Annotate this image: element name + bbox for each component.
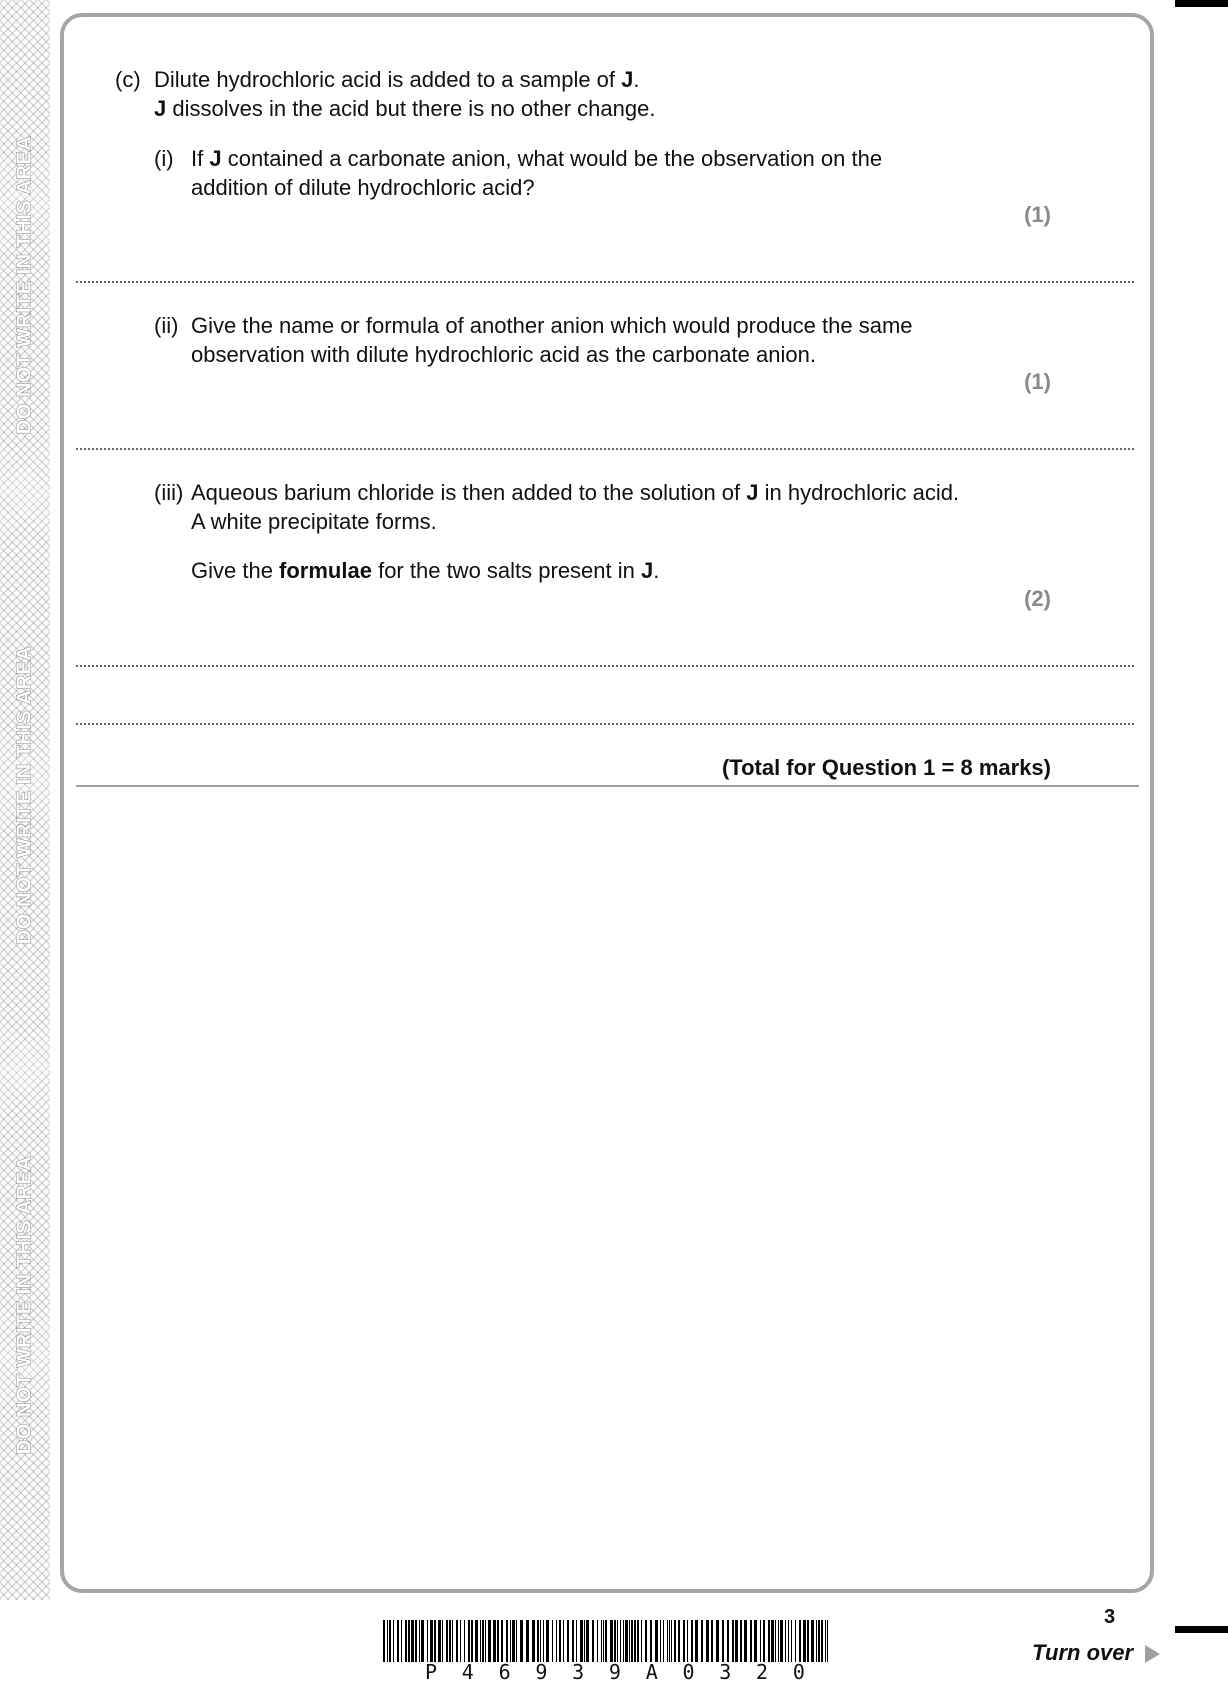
barcode-bar (546, 1620, 549, 1662)
corner-mark-bottom (1175, 1626, 1228, 1633)
barcode-bar (768, 1620, 770, 1662)
barcode-bar (586, 1620, 589, 1662)
barcode-bar (735, 1620, 738, 1662)
barcode-bar (788, 1620, 789, 1662)
barcode-bar (641, 1620, 642, 1662)
barcode-bar (683, 1620, 685, 1662)
part-iii-line2: A white precipitate forms. (191, 509, 437, 534)
barcode-bar (727, 1620, 729, 1662)
barcode-bar (811, 1620, 814, 1662)
part-i-line2: addition of dilute hydrochloric acid? (191, 175, 535, 200)
barcode-bar (408, 1620, 410, 1662)
barcode-bar (512, 1620, 515, 1662)
barcode-bar (427, 1620, 428, 1662)
barcode-bar (493, 1620, 496, 1662)
barcode-bar (442, 1620, 443, 1662)
barcode-bar (397, 1620, 399, 1662)
barcode-bar (567, 1620, 569, 1662)
barcode-bar (678, 1620, 680, 1662)
part-ii-line1: Give the name or formula of another anion which would produce the same (191, 313, 913, 338)
answer-line-iii-2[interactable] (76, 723, 1134, 725)
turn-over-arrow-icon (1145, 1645, 1160, 1663)
answer-line-i[interactable] (76, 281, 1134, 283)
barcode-bar (671, 1620, 672, 1662)
question-c-line2: J dissolves in the acid but there is no other change. (154, 96, 656, 121)
barcode-bar (655, 1620, 658, 1662)
barcode-bar (520, 1620, 523, 1662)
barcode-bar (650, 1620, 652, 1662)
barcode-bar (387, 1620, 388, 1662)
barcode-bar (603, 1620, 604, 1662)
margin-warning-text: DO NOT WRITE IN THIS AREA (13, 1155, 36, 1455)
barcode-bar (563, 1620, 564, 1662)
barcode-digit: 9 (535, 1660, 548, 1684)
barcode-bar (576, 1620, 577, 1662)
barcode-bar (540, 1620, 541, 1662)
barcode-bar (722, 1620, 724, 1662)
barcode-bar (584, 1620, 585, 1662)
barcode-digit: 9 (608, 1660, 621, 1684)
barcode-bar (687, 1620, 688, 1662)
barcode-digit: 2 (756, 1660, 769, 1684)
barcode-bar (803, 1620, 806, 1662)
part-ii-label: (ii) (154, 313, 179, 338)
answer-line-ii[interactable] (76, 448, 1134, 450)
barcode-digit: 3 (572, 1660, 585, 1684)
barcode-bar (552, 1620, 553, 1662)
barcode-bar (825, 1620, 826, 1662)
page-number: 3 (1104, 1606, 1116, 1628)
barcode-bar (637, 1620, 639, 1662)
barcode-bar (446, 1620, 448, 1662)
barcode-bar (506, 1620, 508, 1662)
barcode-digit: 4 (461, 1660, 474, 1684)
barcode-bar (645, 1620, 647, 1662)
barcode-bar (516, 1620, 517, 1662)
barcode-bar (597, 1620, 598, 1662)
barcode-bar (760, 1620, 761, 1662)
barcode-bar (750, 1620, 752, 1662)
barcode-bar (778, 1620, 779, 1662)
barcode-bar (674, 1620, 676, 1662)
barcode-bar (415, 1620, 417, 1662)
barcode-bar (771, 1620, 774, 1662)
barcode-bar (438, 1620, 441, 1662)
barcode-bar (818, 1620, 820, 1662)
barcode-bar (510, 1620, 511, 1662)
barcode-bar (614, 1620, 616, 1662)
barcode-bar (780, 1620, 783, 1662)
barcode-bar (421, 1620, 424, 1662)
barcode-bar (449, 1620, 451, 1662)
barcode-bar (475, 1620, 478, 1662)
barcode-digit: 0 (682, 1660, 695, 1684)
barcode-digit: P (425, 1660, 438, 1684)
barcode-bar (821, 1620, 823, 1662)
barcode-bar (695, 1620, 698, 1662)
barcode-bar (807, 1620, 809, 1662)
part-i-label: (i) (154, 146, 174, 171)
barcode-bar (411, 1620, 414, 1662)
barcode-bar (634, 1620, 636, 1662)
barcode-bar (669, 1620, 670, 1662)
total-rule (76, 785, 1139, 787)
corner-mark-top (1175, 0, 1228, 7)
barcode-bar (556, 1620, 557, 1662)
barcode-bar (526, 1620, 529, 1662)
barcode-bar (419, 1620, 420, 1662)
barcode-bar (537, 1620, 539, 1662)
barcode-bar (543, 1620, 544, 1662)
barcode-bar (480, 1620, 481, 1662)
barcode-bar (430, 1620, 433, 1662)
barcode-digit: 0 (792, 1660, 805, 1684)
barcode-bar (401, 1620, 402, 1662)
part-i-marks: (1) (1024, 202, 1051, 227)
barcode-bar (501, 1620, 503, 1662)
question-c-label: (c) (115, 67, 141, 92)
barcode-bar (605, 1620, 607, 1662)
barcode-bar (532, 1620, 535, 1662)
barcode-bar (785, 1620, 786, 1662)
barcode-bar (383, 1620, 385, 1662)
part-iii-line3: Give the formulae for the two salts present in J. (191, 558, 660, 583)
barcode-bar (601, 1620, 602, 1662)
margin-warning-text: DO NOT WRITE IN THIS AREA (13, 645, 36, 945)
barcode-bar (456, 1620, 458, 1662)
part-ii-marks: (1) (1024, 369, 1051, 394)
barcode-bar (711, 1620, 713, 1662)
barcode-bar (732, 1620, 734, 1662)
barcode-bar (617, 1620, 618, 1662)
barcode-bar (468, 1620, 470, 1662)
barcode-bar (393, 1620, 394, 1662)
barcode-bar (623, 1620, 624, 1662)
barcode-bar (405, 1620, 407, 1662)
barcode-bar (629, 1620, 630, 1662)
barcode-bar (488, 1620, 491, 1662)
part-iii-line1: Aqueous barium chloride is then added to the solution of J in hydrochloric acid. (191, 480, 960, 505)
barcode-bar (464, 1620, 465, 1662)
barcode-digit: A (645, 1660, 658, 1684)
barcode-bar (660, 1620, 661, 1662)
barcode-bar (631, 1620, 633, 1662)
barcode-bar (775, 1620, 776, 1662)
margin-warning-text: DO NOT WRITE IN THIS AREA (13, 135, 36, 435)
barcode-bar (497, 1620, 499, 1662)
barcode-bar (691, 1620, 693, 1662)
barcode-bar (799, 1620, 801, 1662)
barcode-bar (625, 1620, 628, 1662)
barcode-bar (716, 1620, 719, 1662)
turn-over-label: Turn over (1032, 1640, 1134, 1665)
part-iii-marks: (2) (1024, 586, 1051, 611)
barcode-bar (754, 1620, 757, 1662)
barcode-bar (610, 1620, 613, 1662)
barcode-bar (559, 1620, 561, 1662)
barcode-bar (580, 1620, 583, 1662)
question-c-line1: Dilute hydrochloric acid is added to a sample of J. (154, 67, 640, 92)
barcode-bar (795, 1620, 796, 1662)
barcode-bar (740, 1620, 742, 1662)
barcode-digits (425, 1660, 805, 1684)
barcode-bar (592, 1620, 594, 1662)
barcode-bar (791, 1620, 792, 1662)
barcode-bar (452, 1620, 453, 1662)
barcode-bar (816, 1620, 817, 1662)
barcode-bar (706, 1620, 709, 1662)
barcode-bar (460, 1620, 461, 1662)
barcode-bar (434, 1620, 436, 1662)
barcode-bar (471, 1620, 473, 1662)
barcode-bar (827, 1620, 828, 1662)
barcode-digit: 6 (498, 1660, 511, 1684)
answer-frame (60, 13, 1154, 1593)
question-total: (Total for Question 1 = 8 marks) (721, 755, 1051, 780)
answer-line-iii-1[interactable] (76, 665, 1134, 667)
barcode-digit: 3 (719, 1660, 732, 1684)
barcode-bar (482, 1620, 484, 1662)
barcode (383, 1620, 833, 1662)
barcode-bar (485, 1620, 486, 1662)
barcode-bar (744, 1620, 747, 1662)
part-ii-line2: observation with dilute hydrochloric acid as the carbonate anion. (191, 342, 816, 367)
barcode-bar (389, 1620, 391, 1662)
barcode-bar (701, 1620, 703, 1662)
barcode-bar (663, 1620, 664, 1662)
part-i-line1: If J contained a carbonate anion, what would be the observation on the (191, 146, 883, 171)
barcode-bar (667, 1620, 668, 1662)
barcode-bar (763, 1620, 765, 1662)
barcode-bar (620, 1620, 621, 1662)
barcode-bar (572, 1620, 574, 1662)
part-iii-label: (iii) (154, 480, 184, 505)
